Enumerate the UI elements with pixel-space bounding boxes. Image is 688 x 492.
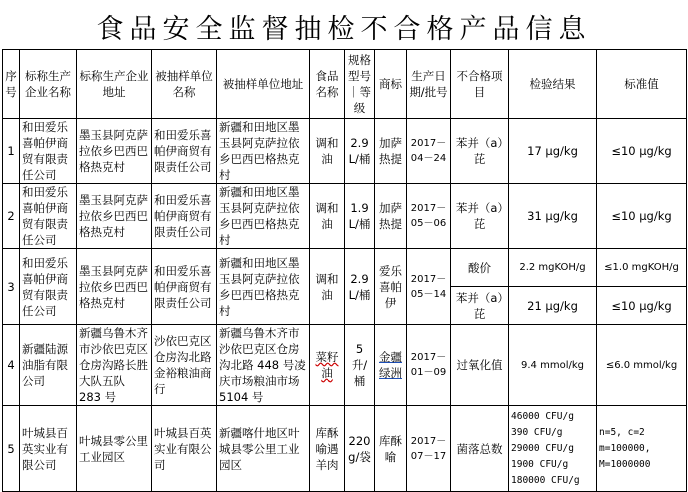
failed-item: 菌落总数 bbox=[451, 406, 509, 492]
sampled-unit-name: 和田爱乐喜帕伊商贸有限责任公司 bbox=[152, 119, 217, 184]
header-cell: 生产日期/批号 bbox=[407, 50, 451, 119]
header-cell: 标称生产企业名称 bbox=[20, 50, 77, 119]
page-title: 食品安全监督抽检不合格产品信息 bbox=[96, 14, 592, 45]
producer-address: 新疆乌鲁木齐市沙依巴克区仓房沟路长胜大队五队 283 号 bbox=[77, 325, 152, 406]
sampled-unit-name: 和田爱乐喜帕伊商贸有限责任公司 bbox=[152, 249, 217, 325]
sampled-unit-name: 沙依巴克区仓房沟北路金裕粮油商行 bbox=[152, 325, 217, 406]
standard-value: ≤6.0 mmol/kg bbox=[597, 325, 687, 406]
brand: 金疆绿洲 bbox=[375, 325, 407, 406]
header-cell: 标称生产企业地址 bbox=[77, 50, 152, 119]
test-result: 21 μg/kg bbox=[509, 287, 597, 325]
producer-name: 新疆陆源油脂有限公司 bbox=[20, 325, 77, 406]
header-cell: 检验结果 bbox=[509, 50, 597, 119]
brand: 加萨热提 bbox=[375, 184, 407, 249]
standard-value bbox=[597, 406, 687, 492]
header-cell: 食品名称 bbox=[310, 50, 345, 119]
production-date: 2017－01－09 bbox=[407, 325, 451, 406]
test-result-line: 1900 CFU/g bbox=[511, 458, 569, 470]
spec: 1.9 L/桶 bbox=[345, 184, 375, 249]
table-row bbox=[3, 406, 687, 492]
producer-address: 墨玉县阿克萨拉依乡巴西巴格热克村 bbox=[77, 249, 152, 325]
test-result: 31 μg/kg bbox=[509, 184, 597, 249]
producer-name: 叶城县百英实业有限公司 bbox=[20, 406, 77, 492]
standard-value: ≤10 μg/kg bbox=[597, 119, 687, 184]
production-date: 2017－05－06 bbox=[407, 184, 451, 249]
spec: 2.9 L/桶 bbox=[345, 249, 375, 325]
brand: 加萨热提 bbox=[375, 119, 407, 184]
test-result: 2.2 mgKOH/g bbox=[509, 249, 597, 287]
food-name: 调和油 bbox=[310, 184, 345, 249]
producer-name: 和田爱乐喜帕伊商贸有限责任公司 bbox=[20, 249, 77, 325]
test-result-line: 180000 CFU/g bbox=[511, 474, 580, 486]
food-name: 菜籽油 bbox=[310, 325, 345, 406]
test-result: 17 μg/kg bbox=[509, 119, 597, 184]
spec: 2.9 L/桶 bbox=[345, 119, 375, 184]
header-cell: 标准值 bbox=[597, 50, 687, 119]
brand: 爱乐喜帕伊 bbox=[375, 249, 407, 325]
row-number: 1 bbox=[3, 119, 20, 184]
sampled-unit-address: 新疆和田地区墨玉县阿克萨拉依乡巴西巴格热克村 bbox=[217, 249, 310, 325]
table-row bbox=[3, 184, 687, 249]
header-cell: 规格型号｜等级 bbox=[345, 50, 375, 119]
test-result: 9.4 mmol/kg bbox=[509, 325, 597, 406]
sampled-unit-address: 新疆乌鲁木齐市沙依巴克区仓房沟北路 448 号凌庆市场粮油市场 5104 号 bbox=[217, 325, 310, 406]
producer-name: 和田爱乐喜帕伊商贸有限责任公司 bbox=[20, 119, 77, 184]
test-result-line: 390 CFU/g bbox=[511, 426, 563, 438]
header-cell: 商标 bbox=[375, 50, 407, 119]
food-name: 调和油 bbox=[310, 249, 345, 325]
row-number: 3 bbox=[3, 249, 20, 325]
test-result-line: 29000 CFU/g bbox=[511, 442, 574, 454]
food-name: 库酥喻遇羊肉 bbox=[310, 406, 345, 492]
sampled-unit-name: 和田爱乐喜帕伊商贸有限责任公司 bbox=[152, 184, 217, 249]
header-cell: 不合格项目 bbox=[451, 50, 509, 119]
producer-address: 墨玉县阿克萨拉依乡巴西巴格热克村 bbox=[77, 184, 152, 249]
standard-value: ≤10 μg/kg bbox=[597, 184, 687, 249]
production-date: 2017－07－17 bbox=[407, 406, 451, 492]
failed-item: 过氧化值 bbox=[451, 325, 509, 406]
row-number: 2 bbox=[3, 184, 20, 249]
standard-line: n=5, c=2 bbox=[599, 426, 645, 438]
standard-value: ≤10 μg/kg bbox=[597, 287, 687, 325]
table-row bbox=[3, 119, 687, 184]
failed-item: 苯并（a）芘 bbox=[451, 119, 509, 184]
food-name: 调和油 bbox=[310, 119, 345, 184]
standard-line: M=1000000 bbox=[599, 458, 651, 470]
sampled-unit-address: 新疆和田地区墨玉县阿克萨拉依乡巴西巴格热克村 bbox=[217, 119, 310, 184]
production-date: 2017－04－24 bbox=[407, 119, 451, 184]
producer-address: 叶城县零公里工业园区 bbox=[77, 406, 152, 492]
row-number: 5 bbox=[3, 406, 20, 492]
spec: 5 升/桶 bbox=[345, 325, 375, 406]
header-cell: 序号 bbox=[3, 50, 20, 119]
table-row bbox=[3, 325, 687, 406]
brand: 库酥喻 bbox=[375, 406, 407, 492]
failed-item: 苯并（a）芘 bbox=[451, 184, 509, 249]
test-result-line: 46000 CFU/g bbox=[511, 410, 574, 422]
header-row bbox=[3, 50, 687, 119]
header-cell: 被抽样单位名称 bbox=[152, 50, 217, 119]
production-date: 2017－05－14 bbox=[407, 249, 451, 325]
failed-item: 苯并（a）芘 bbox=[451, 287, 509, 325]
standard-value: ≤1.0 mgKOH/g bbox=[597, 249, 687, 287]
nonconforming-products-table bbox=[2, 49, 687, 492]
producer-name: 和田爱乐喜帕伊商贸有限责任公司 bbox=[20, 184, 77, 249]
sampled-unit-address: 新疆喀什地区叶城县零公里工业园区 bbox=[217, 406, 310, 492]
header-cell: 被抽样单位地址 bbox=[217, 50, 310, 119]
sampled-unit-address: 新疆和田地区墨玉县阿克萨拉依乡巴西巴格热克村 bbox=[217, 184, 310, 249]
test-result bbox=[509, 406, 597, 492]
row-number: 4 bbox=[3, 325, 20, 406]
producer-address: 墨玉县阿克萨拉依乡巴西巴格热克村 bbox=[77, 119, 152, 184]
table-row bbox=[3, 249, 687, 287]
sampled-unit-name: 叶城县百英实业有限公司 bbox=[152, 406, 217, 492]
standard-line: m=100000, bbox=[599, 442, 651, 454]
failed-item: 酸价 bbox=[451, 249, 509, 287]
spec: 220 g/袋 bbox=[345, 406, 375, 492]
